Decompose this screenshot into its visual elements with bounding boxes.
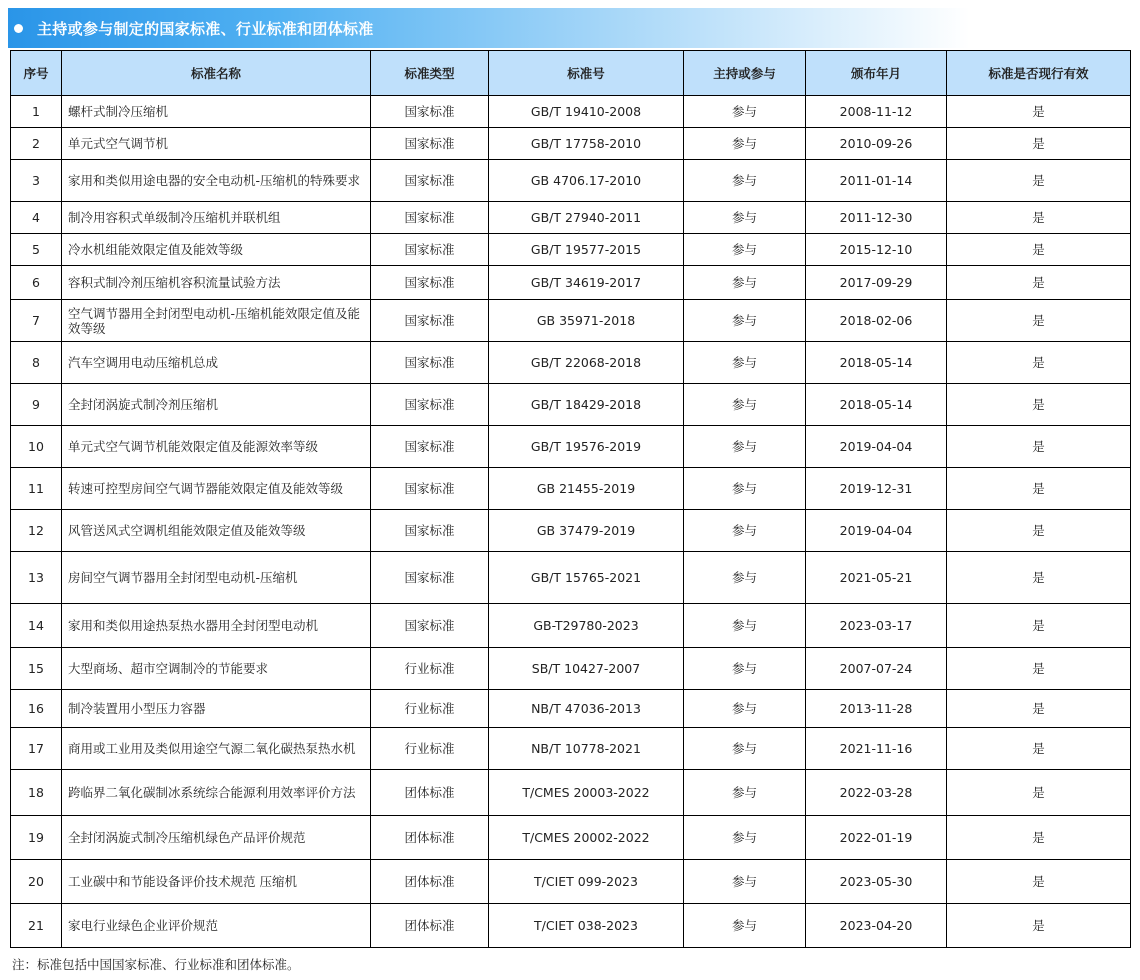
cell-standard-number: GB/T 18429-2018 bbox=[489, 384, 684, 426]
table-row bbox=[11, 510, 1131, 552]
cell-role: 参与 bbox=[684, 468, 806, 510]
cell-standard-name: 容积式制冷剂压缩机容积流量试验方法 bbox=[62, 266, 371, 300]
cell-standard-type: 国家标准 bbox=[371, 266, 489, 300]
table-row bbox=[11, 552, 1131, 604]
cell-role: 参与 bbox=[684, 384, 806, 426]
cell-standard-name: 螺杆式制冷压缩机 bbox=[62, 96, 371, 128]
cell-in-force: 是 bbox=[947, 604, 1131, 648]
header-standard-number: 标准号 bbox=[489, 51, 684, 96]
cell-role: 参与 bbox=[684, 648, 806, 690]
cell-in-force: 是 bbox=[947, 234, 1131, 266]
cell-index: 14 bbox=[11, 604, 62, 648]
cell-role: 参与 bbox=[684, 728, 806, 770]
cell-standard-name: 跨临界二氧化碳制冰系统综合能源利用效率评价方法 bbox=[62, 770, 371, 816]
cell-in-force: 是 bbox=[947, 202, 1131, 234]
cell-role: 参与 bbox=[684, 904, 806, 948]
cell-in-force: 是 bbox=[947, 266, 1131, 300]
table-row bbox=[11, 648, 1131, 690]
cell-index: 11 bbox=[11, 468, 62, 510]
cell-standard-type: 行业标准 bbox=[371, 690, 489, 728]
cell-in-force: 是 bbox=[947, 648, 1131, 690]
cell-index: 13 bbox=[11, 552, 62, 604]
cell-standard-type: 国家标准 bbox=[371, 384, 489, 426]
cell-standard-type: 国家标准 bbox=[371, 342, 489, 384]
cell-in-force: 是 bbox=[947, 160, 1131, 202]
cell-role: 参与 bbox=[684, 604, 806, 648]
cell-index: 19 bbox=[11, 816, 62, 860]
table-row bbox=[11, 384, 1131, 426]
table-header-row bbox=[11, 51, 1131, 96]
table-row bbox=[11, 468, 1131, 510]
cell-role: 参与 bbox=[684, 234, 806, 266]
cell-index: 5 bbox=[11, 234, 62, 266]
cell-standard-type: 国家标准 bbox=[371, 202, 489, 234]
cell-issue-date: 2018-05-14 bbox=[806, 342, 947, 384]
cell-role: 参与 bbox=[684, 816, 806, 860]
header-standard-name: 标准名称 bbox=[62, 51, 371, 96]
cell-standard-type: 国家标准 bbox=[371, 300, 489, 342]
cell-in-force: 是 bbox=[947, 300, 1131, 342]
cell-standard-name: 全封闭涡旋式制冷压缩机绿色产品评价规范 bbox=[62, 816, 371, 860]
cell-index: 17 bbox=[11, 728, 62, 770]
cell-standard-name: 家电行业绿色企业评价规范 bbox=[62, 904, 371, 948]
cell-issue-date: 2021-05-21 bbox=[806, 552, 947, 604]
cell-standard-number: T/CIET 038-2023 bbox=[489, 904, 684, 948]
cell-index: 8 bbox=[11, 342, 62, 384]
cell-standard-name: 汽车空调用电动压缩机总成 bbox=[62, 342, 371, 384]
cell-index: 18 bbox=[11, 770, 62, 816]
header-index: 序号 bbox=[11, 51, 62, 96]
cell-role: 参与 bbox=[684, 128, 806, 160]
table-row bbox=[11, 770, 1131, 816]
cell-role: 参与 bbox=[684, 552, 806, 604]
cell-standard-number: GB/T 27940-2011 bbox=[489, 202, 684, 234]
cell-standard-name: 单元式空气调节机 bbox=[62, 128, 371, 160]
section-title-bar bbox=[8, 8, 970, 48]
cell-standard-name: 风管送风式空调机组能效限定值及能效等级 bbox=[62, 510, 371, 552]
footnote: 注：标准包括中国国家标准、行业标准和团体标准。 bbox=[12, 957, 300, 972]
cell-role: 参与 bbox=[684, 690, 806, 728]
cell-index: 16 bbox=[11, 690, 62, 728]
cell-standard-type: 团体标准 bbox=[371, 860, 489, 904]
cell-standard-name: 工业碳中和节能设备评价技术规范 压缩机 bbox=[62, 860, 371, 904]
cell-standard-number: NB/T 47036-2013 bbox=[489, 690, 684, 728]
table-row bbox=[11, 728, 1131, 770]
cell-issue-date: 2022-01-19 bbox=[806, 816, 947, 860]
cell-in-force: 是 bbox=[947, 904, 1131, 948]
cell-standard-name: 冷水机组能效限定值及能效等级 bbox=[62, 234, 371, 266]
cell-issue-date: 2018-02-06 bbox=[806, 300, 947, 342]
cell-in-force: 是 bbox=[947, 770, 1131, 816]
cell-issue-date: 2023-05-30 bbox=[806, 860, 947, 904]
cell-issue-date: 2021-11-16 bbox=[806, 728, 947, 770]
cell-issue-date: 2019-12-31 bbox=[806, 468, 947, 510]
cell-in-force: 是 bbox=[947, 96, 1131, 128]
table-row bbox=[11, 904, 1131, 948]
cell-standard-number: GB/T 19577-2015 bbox=[489, 234, 684, 266]
cell-role: 参与 bbox=[684, 510, 806, 552]
cell-in-force: 是 bbox=[947, 128, 1131, 160]
cell-role: 参与 bbox=[684, 202, 806, 234]
cell-standard-name: 全封闭涡旋式制冷剂压缩机 bbox=[62, 384, 371, 426]
cell-in-force: 是 bbox=[947, 384, 1131, 426]
cell-standard-type: 国家标准 bbox=[371, 468, 489, 510]
cell-standard-number: GB 4706.17-2010 bbox=[489, 160, 684, 202]
cell-standard-number: GB/T 17758-2010 bbox=[489, 128, 684, 160]
cell-standard-type: 国家标准 bbox=[371, 160, 489, 202]
cell-index: 4 bbox=[11, 202, 62, 234]
cell-role: 参与 bbox=[684, 300, 806, 342]
table-row bbox=[11, 300, 1131, 342]
header-role: 主持或参与 bbox=[684, 51, 806, 96]
cell-issue-date: 2008-11-12 bbox=[806, 96, 947, 128]
cell-issue-date: 2013-11-28 bbox=[806, 690, 947, 728]
cell-standard-type: 行业标准 bbox=[371, 648, 489, 690]
cell-issue-date: 2018-05-14 bbox=[806, 384, 947, 426]
cell-in-force: 是 bbox=[947, 342, 1131, 384]
cell-in-force: 是 bbox=[947, 468, 1131, 510]
cell-standard-type: 团体标准 bbox=[371, 770, 489, 816]
cell-in-force: 是 bbox=[947, 510, 1131, 552]
cell-in-force: 是 bbox=[947, 860, 1131, 904]
header-issue-date: 颁布年月 bbox=[806, 51, 947, 96]
cell-standard-number: T/CIET 099-2023 bbox=[489, 860, 684, 904]
table-row bbox=[11, 128, 1131, 160]
cell-role: 参与 bbox=[684, 160, 806, 202]
cell-index: 9 bbox=[11, 384, 62, 426]
cell-standard-type: 国家标准 bbox=[371, 234, 489, 266]
table-row bbox=[11, 234, 1131, 266]
cell-standard-number: GB/T 19410-2008 bbox=[489, 96, 684, 128]
cell-issue-date: 2017-09-29 bbox=[806, 266, 947, 300]
cell-index: 10 bbox=[11, 426, 62, 468]
cell-standard-name: 制冷用容积式单级制冷压缩机并联机组 bbox=[62, 202, 371, 234]
table-row bbox=[11, 690, 1131, 728]
header-standard-type: 标准类型 bbox=[371, 51, 489, 96]
cell-role: 参与 bbox=[684, 266, 806, 300]
cell-standard-name: 商用或工业用及类似用途空气源二氧化碳热泵热水机 bbox=[62, 728, 371, 770]
cell-issue-date: 2007-07-24 bbox=[806, 648, 947, 690]
cell-standard-name: 转速可控型房间空气调节器能效限定值及能效等级 bbox=[62, 468, 371, 510]
cell-index: 7 bbox=[11, 300, 62, 342]
cell-standard-number: GB/T 19576-2019 bbox=[489, 426, 684, 468]
cell-standard-name: 单元式空气调节机能效限定值及能源效率等级 bbox=[62, 426, 371, 468]
cell-standard-name: 家用和类似用途电器的安全电动机-压缩机的特殊要求 bbox=[62, 160, 371, 202]
cell-issue-date: 2011-01-14 bbox=[806, 160, 947, 202]
cell-standard-number: GB 37479-2019 bbox=[489, 510, 684, 552]
cell-standard-name: 房间空气调节器用全封闭型电动机-压缩机 bbox=[62, 552, 371, 604]
cell-issue-date: 2019-04-04 bbox=[806, 510, 947, 552]
cell-standard-number: T/CMES 20002-2022 bbox=[489, 816, 684, 860]
cell-index: 20 bbox=[11, 860, 62, 904]
cell-issue-date: 2022-03-28 bbox=[806, 770, 947, 816]
cell-index: 12 bbox=[11, 510, 62, 552]
cell-issue-date: 2023-04-20 bbox=[806, 904, 947, 948]
table-row bbox=[11, 342, 1131, 384]
cell-index: 21 bbox=[11, 904, 62, 948]
cell-role: 参与 bbox=[684, 342, 806, 384]
cell-standard-name: 空气调节器用全封闭型电动机-压缩机能效限定值及能效等级 bbox=[62, 300, 371, 342]
cell-index: 2 bbox=[11, 128, 62, 160]
cell-standard-number: T/CMES 20003-2022 bbox=[489, 770, 684, 816]
cell-standard-number: GB 21455-2019 bbox=[489, 468, 684, 510]
cell-standard-number: GB/T 34619-2017 bbox=[489, 266, 684, 300]
table-row bbox=[11, 604, 1131, 648]
cell-standard-number: NB/T 10778-2021 bbox=[489, 728, 684, 770]
cell-index: 6 bbox=[11, 266, 62, 300]
cell-standard-number: GB 35971-2018 bbox=[489, 300, 684, 342]
cell-standard-type: 国家标准 bbox=[371, 128, 489, 160]
cell-issue-date: 2015-12-10 bbox=[806, 234, 947, 266]
cell-standard-name: 制冷装置用小型压力容器 bbox=[62, 690, 371, 728]
cell-standard-name: 大型商场、超市空调制冷的节能要求 bbox=[62, 648, 371, 690]
cell-issue-date: 2019-04-04 bbox=[806, 426, 947, 468]
standards-table bbox=[10, 50, 1131, 948]
cell-standard-type: 国家标准 bbox=[371, 96, 489, 128]
cell-standard-type: 国家标准 bbox=[371, 426, 489, 468]
cell-issue-date: 2023-03-17 bbox=[806, 604, 947, 648]
table-row bbox=[11, 426, 1131, 468]
cell-standard-number: GB-T29780-2023 bbox=[489, 604, 684, 648]
cell-in-force: 是 bbox=[947, 728, 1131, 770]
table-row bbox=[11, 160, 1131, 202]
cell-standard-type: 国家标准 bbox=[371, 552, 489, 604]
cell-standard-number: SB/T 10427-2007 bbox=[489, 648, 684, 690]
section-title: 主持或参与制定的国家标准、行业标准和团体标准 bbox=[37, 19, 374, 38]
cell-role: 参与 bbox=[684, 860, 806, 904]
table-row bbox=[11, 96, 1131, 128]
cell-standard-type: 行业标准 bbox=[371, 728, 489, 770]
cell-in-force: 是 bbox=[947, 690, 1131, 728]
header-in-force: 标准是否现行有效 bbox=[947, 51, 1131, 96]
cell-standard-name: 家用和类似用途热泵热水器用全封闭型电动机 bbox=[62, 604, 371, 648]
cell-index: 3 bbox=[11, 160, 62, 202]
bullet-dot-icon bbox=[14, 24, 23, 33]
table-row bbox=[11, 816, 1131, 860]
cell-standard-number: GB/T 15765-2021 bbox=[489, 552, 684, 604]
cell-issue-date: 2010-09-26 bbox=[806, 128, 947, 160]
cell-index: 1 bbox=[11, 96, 62, 128]
cell-standard-type: 团体标准 bbox=[371, 816, 489, 860]
cell-role: 参与 bbox=[684, 96, 806, 128]
cell-in-force: 是 bbox=[947, 552, 1131, 604]
cell-in-force: 是 bbox=[947, 426, 1131, 468]
cell-standard-type: 团体标准 bbox=[371, 904, 489, 948]
table-row bbox=[11, 860, 1131, 904]
cell-standard-type: 国家标准 bbox=[371, 604, 489, 648]
table-row bbox=[11, 266, 1131, 300]
cell-standard-number: GB/T 22068-2018 bbox=[489, 342, 684, 384]
cell-index: 15 bbox=[11, 648, 62, 690]
table-row bbox=[11, 202, 1131, 234]
cell-role: 参与 bbox=[684, 426, 806, 468]
cell-in-force: 是 bbox=[947, 816, 1131, 860]
cell-standard-type: 国家标准 bbox=[371, 510, 489, 552]
cell-issue-date: 2011-12-30 bbox=[806, 202, 947, 234]
cell-role: 参与 bbox=[684, 770, 806, 816]
